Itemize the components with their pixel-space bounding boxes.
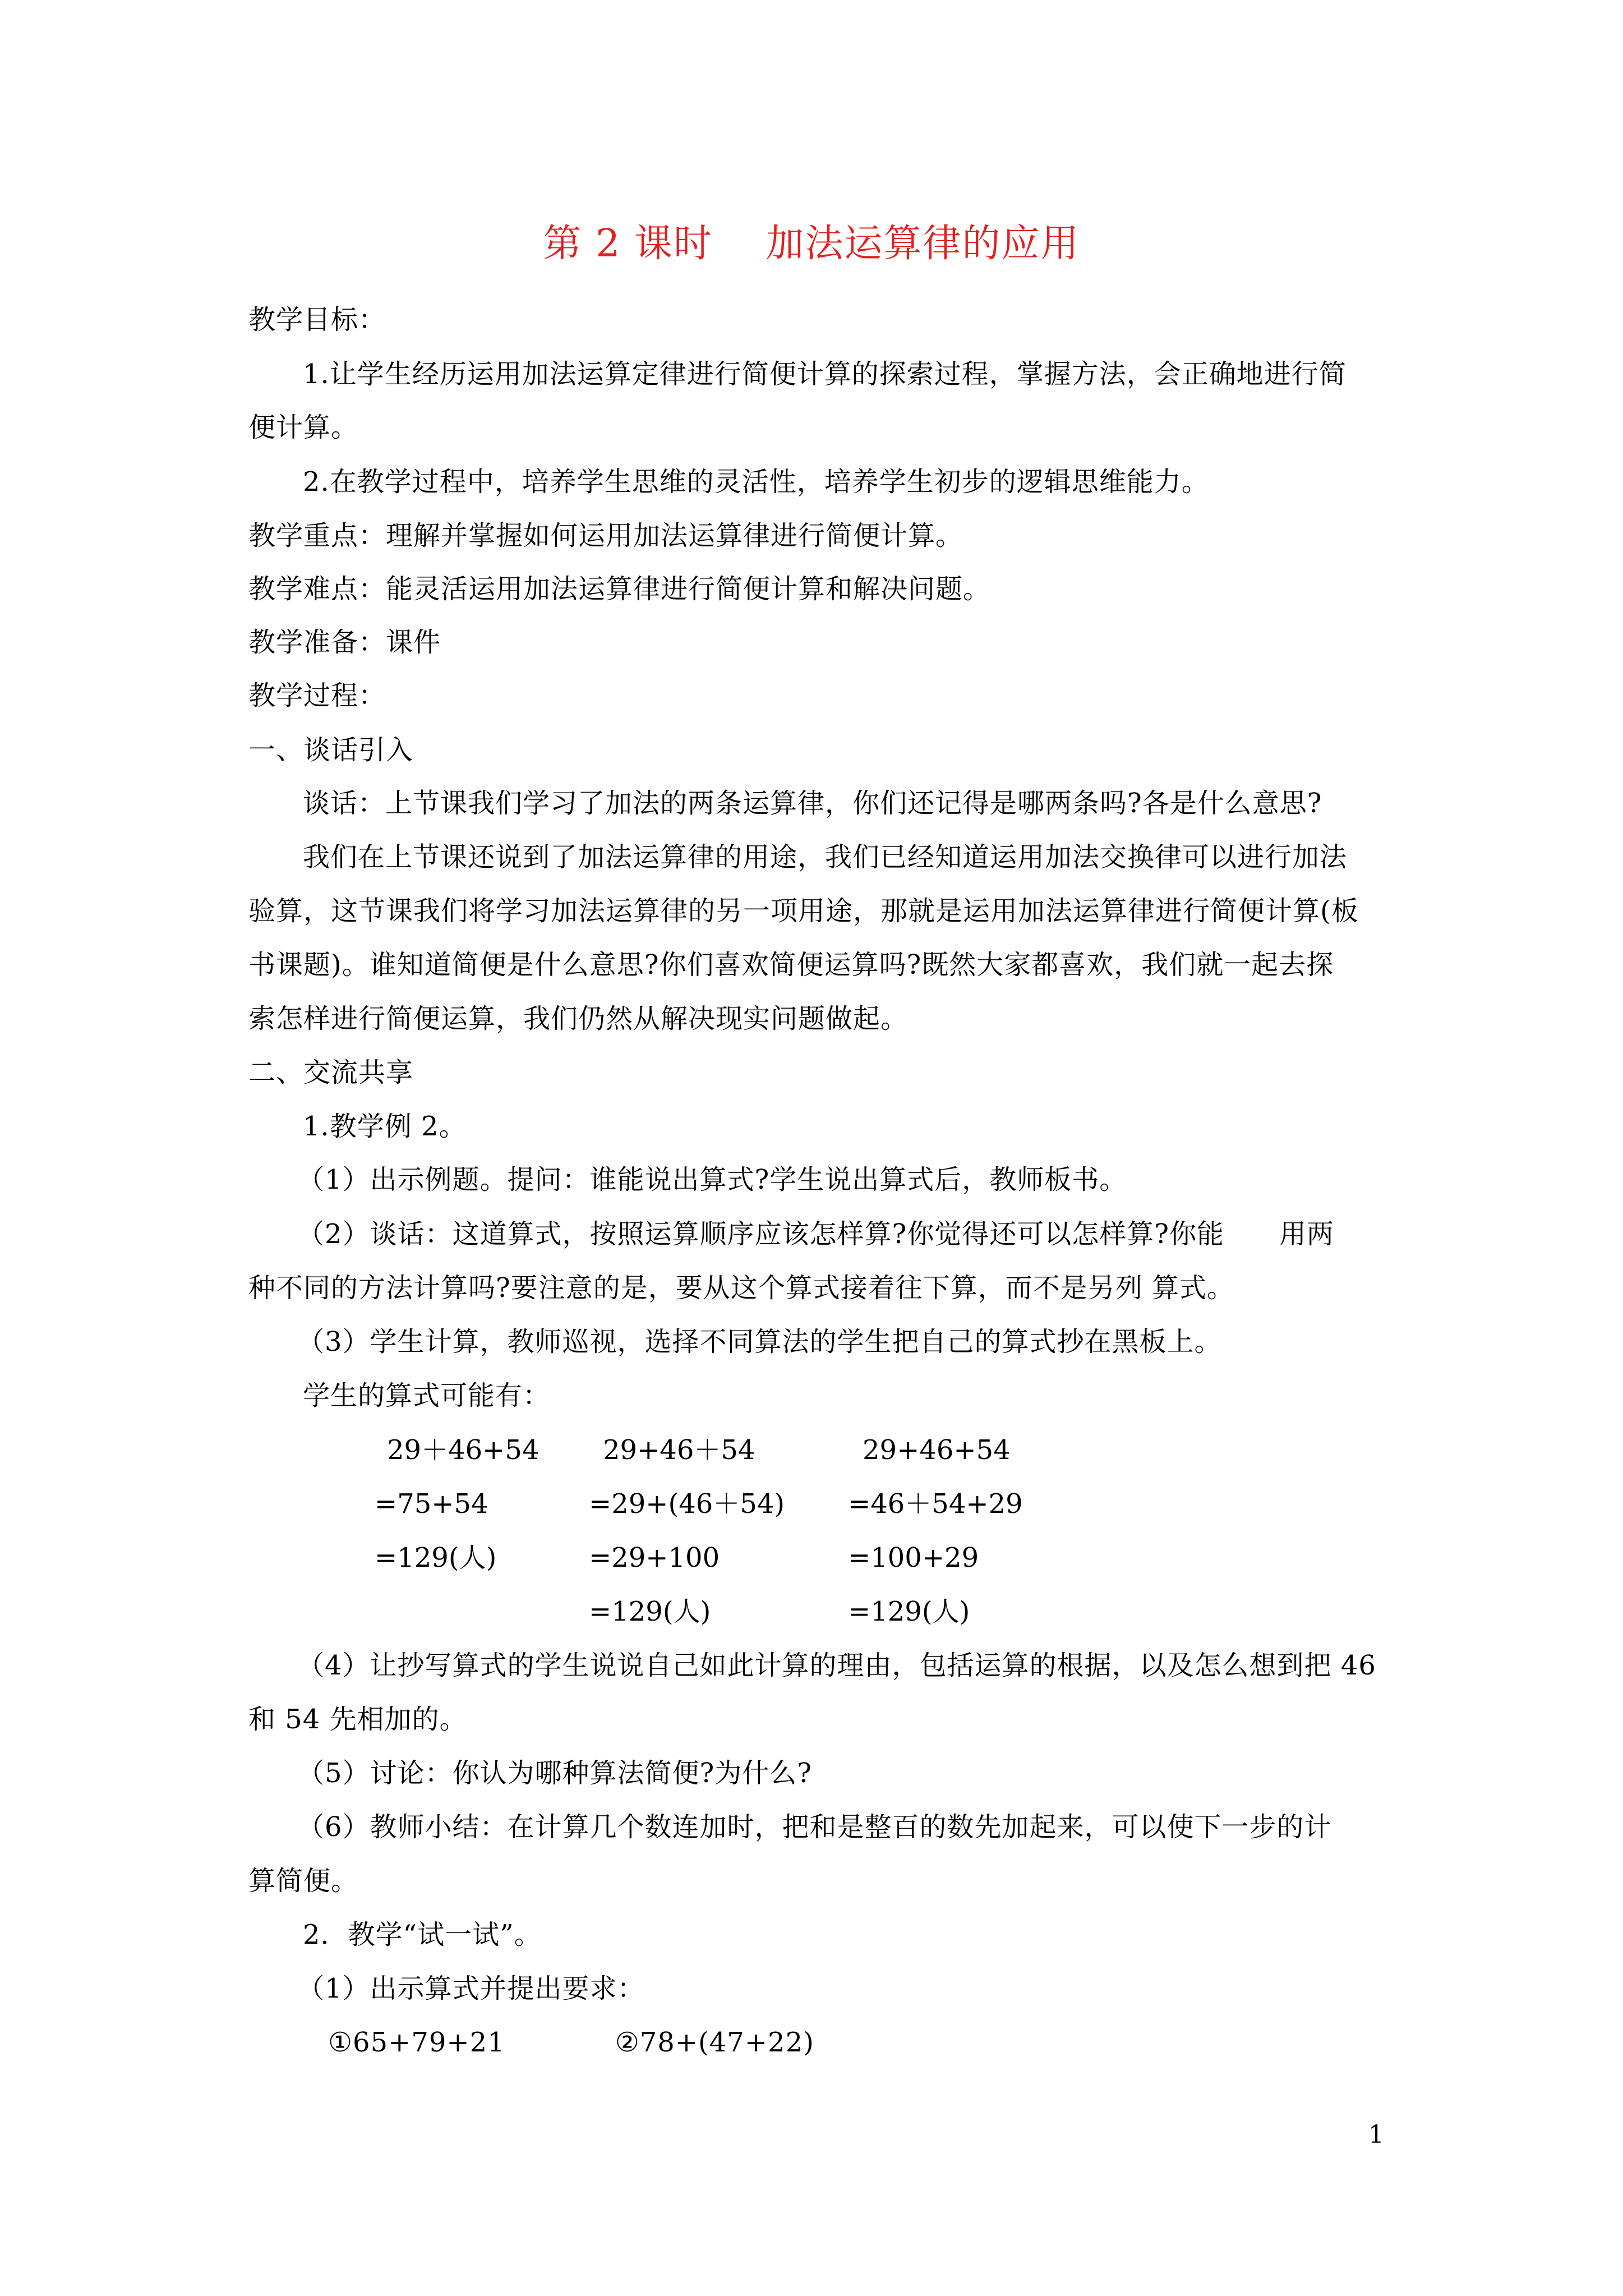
text-line: 教学准备：课件 <box>248 627 441 658</box>
text-line: 教学目标： <box>248 304 386 335</box>
calc-step: =100+29 <box>848 1542 979 1573</box>
text-line: 教学重点：理解并掌握如何运用加法运算律进行简便计算。 <box>248 520 963 551</box>
text-line: （6）教师小结：在计算几个数连加时，把和是整百的数先加起来，可以使下一步的计 <box>297 1811 1332 1843</box>
text-line: （3）学生计算，教师巡视，选择不同算法的学生把自己的算式抄在黑板上。 <box>297 1326 1222 1358</box>
calc-step: =129(人) <box>848 1596 970 1627</box>
text-line: 2．教学“试一试”。 <box>303 1919 542 1950</box>
text-line: 便计算。 <box>248 412 359 443</box>
calc-step: =75+54 <box>375 1488 488 1520</box>
text-line: 验算，这节课我们将学习加法运算律的另一项用途，那就是运用加法运算律进行简便计算(板 <box>248 895 1359 927</box>
text-line: 我们在上节课还说到了加法运算律的用途，我们已经知道运用加法交换律可以进行加法 <box>303 841 1348 873</box>
text-line: 索怎样进行简便运算，我们仍然从解决现实问题做起。 <box>248 1003 909 1034</box>
text-line: （4）让抄写算式的学生说说自己如此计算的理由，包括运算的根据，以及怎么想到把 46 <box>297 1650 1376 1681</box>
text-line: 教学难点：能灵活运用加法运算律进行简便计算和解决问题。 <box>248 573 991 605</box>
calc-step: =46＋54+29 <box>848 1488 1023 1520</box>
calc-step: =29+(46＋54) <box>589 1488 785 1520</box>
text-line: 1.教学例 2。 <box>303 1111 467 1142</box>
text-line: 1.让学生经历运用加法运算定律进行简便计算的探索过程，掌握方法，会正确地进行简 <box>303 358 1347 390</box>
text-line: （5）讨论：你认为哪种算法简便?为什么? <box>297 1757 813 1789</box>
calc-step: =129(人) <box>589 1596 711 1627</box>
text-line: 和 54 先相加的。 <box>248 1704 467 1735</box>
text-line: 书课题)。谁知道简便是什么意思?你们喜欢简便运算吗?既然大家都喜欢，我们就一起去探 <box>248 949 1334 981</box>
calc-step: 29＋46+54 <box>387 1434 540 1466</box>
calc-step: 29+46＋54 <box>603 1434 755 1466</box>
text-line: 2.在教学过程中，培养学生思维的灵活性，培养学生初步的逻辑思维能力。 <box>303 466 1209 498</box>
section-heading: 一、谈话引入 <box>248 734 414 766</box>
text-line: （1）出示例题。提问：谁能说出算式?学生说出算式后，教师板书。 <box>297 1164 1127 1195</box>
calc-step: =29+100 <box>589 1542 720 1573</box>
text-line: 学生的算式可能有： <box>303 1380 551 1411</box>
text-line: 谈话：上节课我们学习了加法的两条运算律，你们还记得是哪两条吗?各是什么意思? <box>303 788 1322 819</box>
calc-step: 29+46+54 <box>863 1434 1011 1466</box>
text-line: 教学过程： <box>248 680 386 711</box>
text-line: （1）出示算式并提出要求： <box>297 1973 645 2004</box>
text-line: ①65+79+21 ②78+(47+22) <box>328 2027 814 2058</box>
section-heading: 二、交流共享 <box>248 1057 414 1088</box>
lesson-title: 第 2 课时 加法运算律的应用 <box>543 222 1080 266</box>
text-line: （2）谈话：这道算式，按照运算顺序应该怎样算?你觉得还可以怎样算?你能 用两 <box>297 1218 1335 1250</box>
page-number: 1 <box>1368 2120 1384 2149</box>
text-line: 种不同的方法计算吗?要注意的是，要从这个算式接着往下算，而不是另列 算式。 <box>248 1272 1234 1304</box>
calc-step: =129(人) <box>375 1542 497 1573</box>
text-line: 算简便。 <box>248 1865 359 1897</box>
